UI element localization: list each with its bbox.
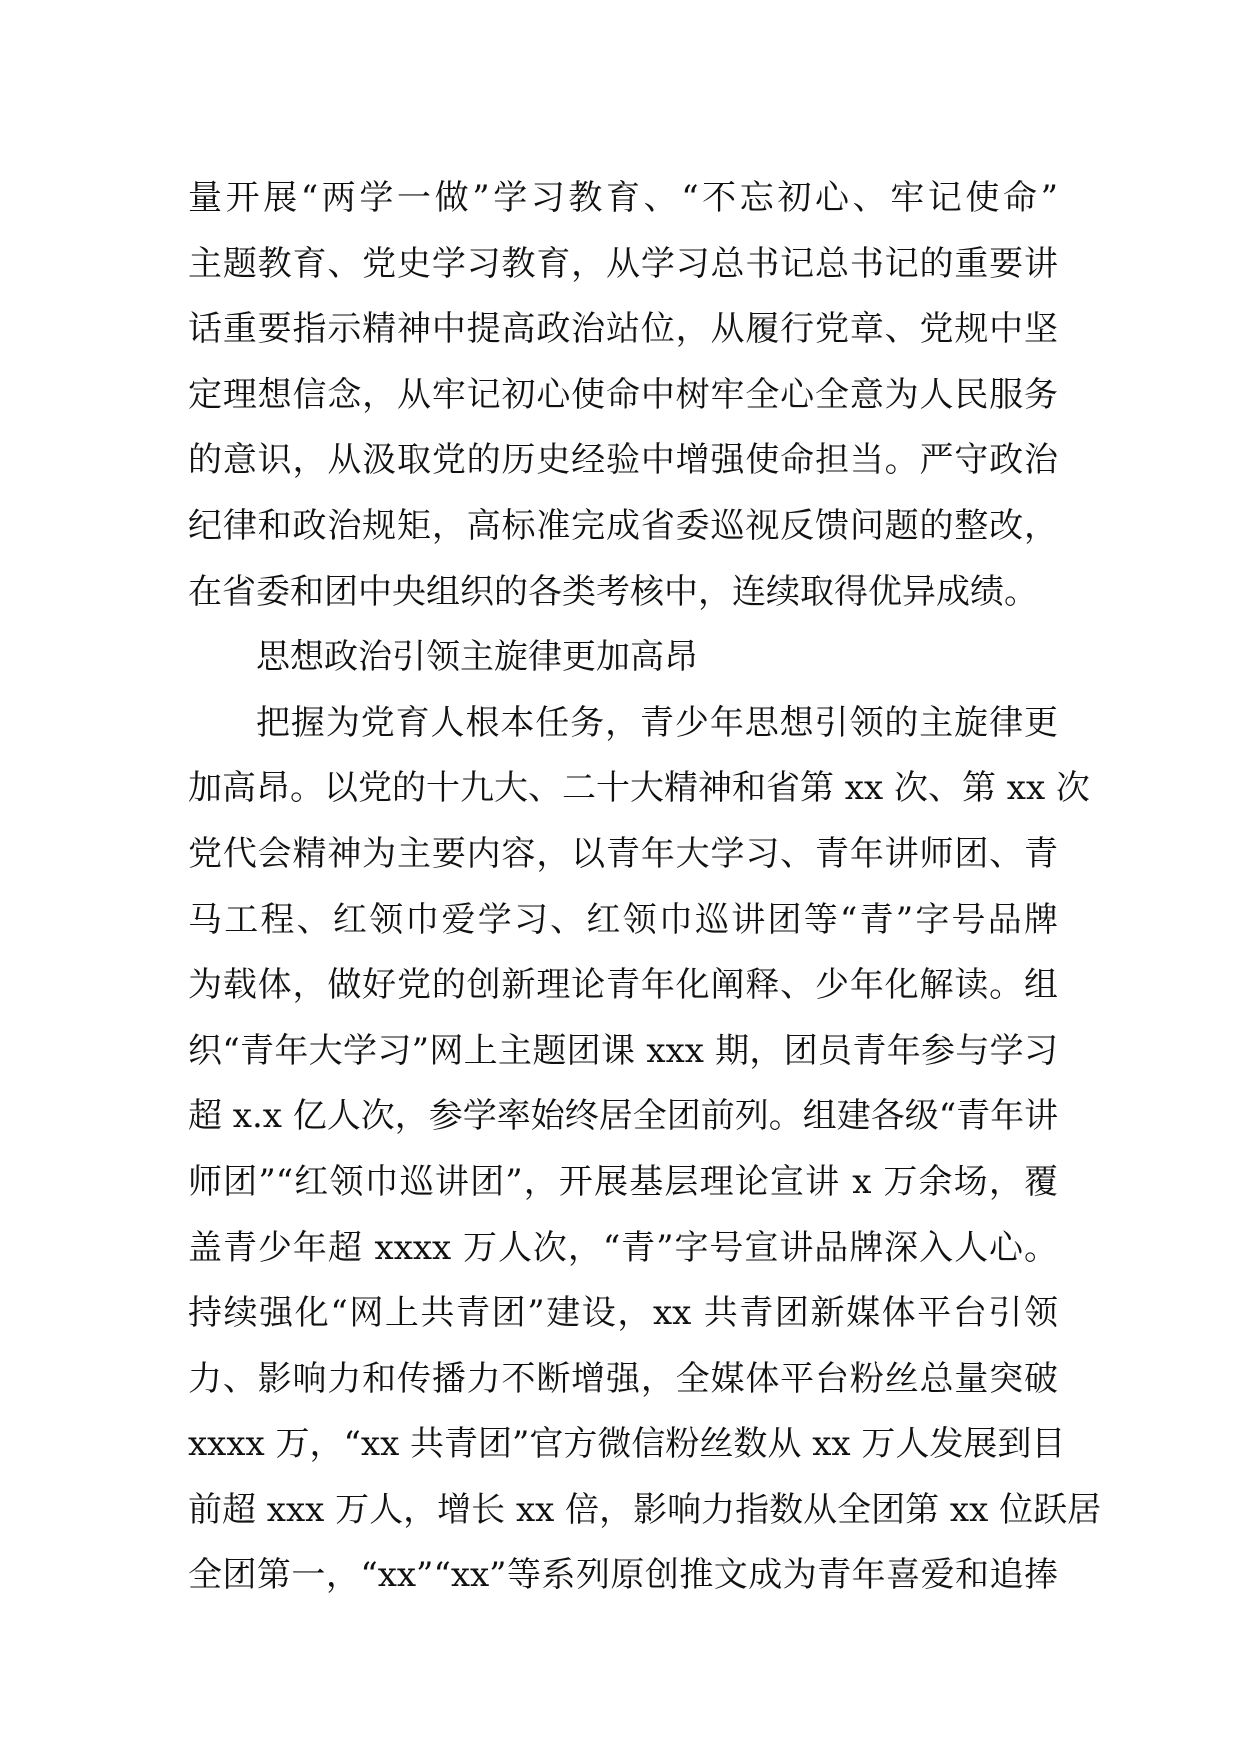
text-line: 在省委和团中央组织的各类考核中，连续取得优异成绩。	[188, 571, 1038, 612]
document-body	[188, 166, 1102, 1609]
text-line: 持续强化“网上共青团”建设，xx 共青团新媒体平台引领	[188, 1293, 1058, 1334]
text-line: 定理想信念，从牢记初心使命中树牢全心全意为人民服务	[188, 374, 1058, 415]
text-line: 纪律和政治规矩，高标准完成省委巡视反馈问题的整改，	[188, 505, 1058, 546]
text-line: 话重要指示精神中提高政治站位，从履行党章、党规中坚	[188, 309, 1058, 350]
text-line: 织“青年大学习”网上主题团课 xxx 期，团员青年参与学习	[188, 1030, 1058, 1071]
text-line: 主题教育、党史学习教育，从学习总书记总书记的重要讲	[188, 243, 1058, 284]
text-line: 马工程、红领巾爱学习、红领巾巡讲团等“青”字号品牌	[188, 899, 1058, 940]
text-line: 师团”“红领巾巡讲团”，开展基层理论宣讲 x 万余场，覆	[188, 1161, 1058, 1202]
paragraph-ideological-guidance	[188, 691, 1102, 1609]
text-line: 超 x.x 亿人次，参学率始终居全团前列。组建各级“青年讲	[188, 1096, 1059, 1137]
paragraph-party-building	[188, 166, 1058, 625]
text-line: 党代会精神为主要内容，以青年大学习、青年讲师团、青	[188, 833, 1058, 874]
text-line: 量开展“两学一做”学习教育、“不忘初心、牢记使命”	[188, 178, 1058, 218]
text-line: 盖青少年超 xxxx 万人次，“青”字号宣讲品牌深入人心。	[188, 1227, 1058, 1268]
text-line: 全团第一，“xx”“xx”等系列原创推文成为青年喜爱和追捧	[188, 1555, 1058, 1596]
section-heading	[188, 625, 1058, 691]
text-line: 为载体，做好党的创新理论青年化阐释、少年化解读。组	[188, 965, 1058, 1006]
text-line: 力、影响力和传播力不断增强，全媒体平台粉丝总量突破	[188, 1358, 1058, 1399]
heading-text: 思想政治引领主旋律更加高昂	[256, 637, 698, 678]
text-line: 把握为党育人根本任务，青少年思想引领的主旋律更	[256, 702, 1058, 743]
text-line: 的意识，从汲取党的历史经验中增强使命担当。严守政治	[188, 440, 1058, 481]
text-line: xxxx 万，“xx 共青团”官方微信粉丝数从 xx 万人发展到目	[188, 1424, 1066, 1465]
text-line: 前超 xxx 万人，增长 xx 倍，影响力指数从全团第 xx 位跃居	[188, 1489, 1102, 1530]
text-line: 加高昂。以党的十九大、二十大精神和省第 xx 次、第 xx 次	[188, 768, 1090, 809]
